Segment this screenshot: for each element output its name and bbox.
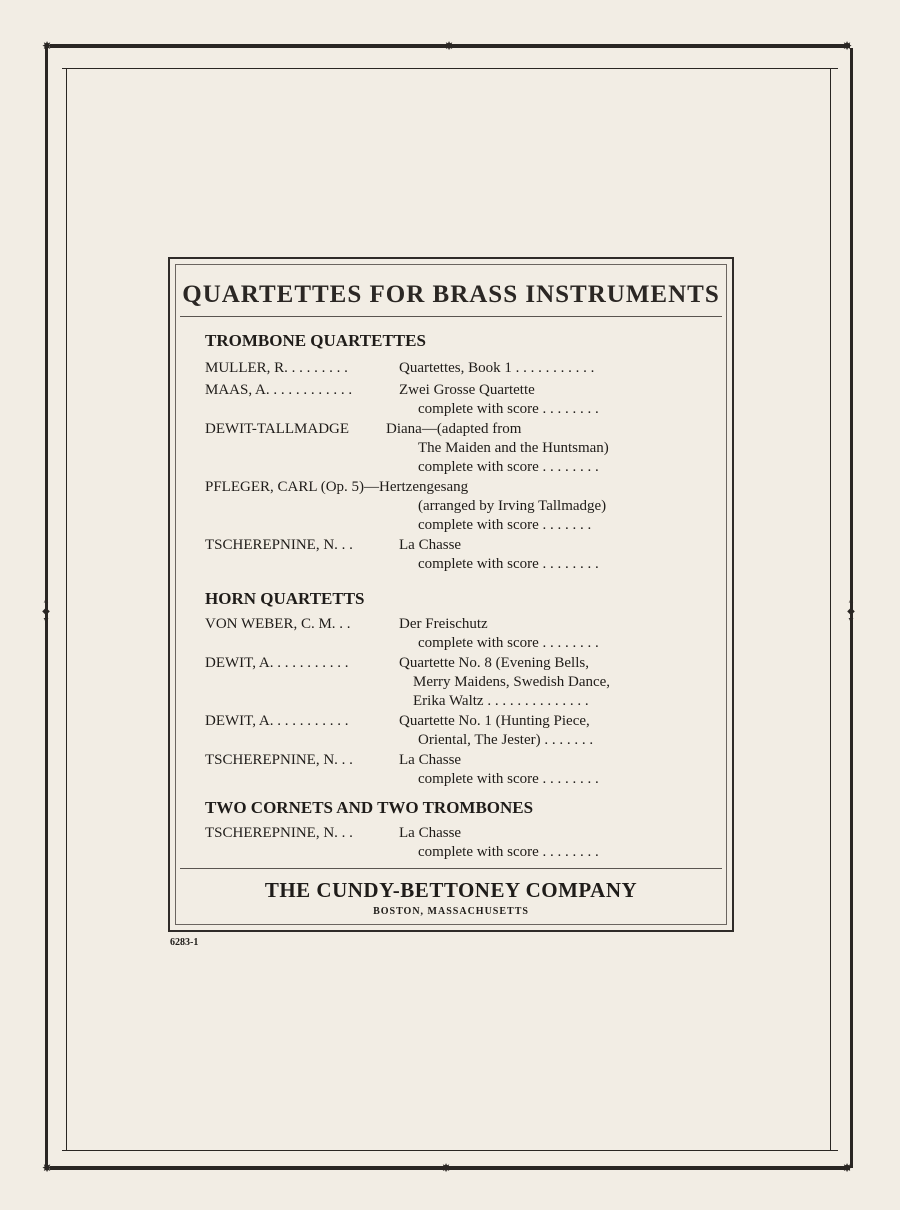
list-item-continuation	[418, 555, 599, 574]
work-detail: complete with score . . . . . . . .	[418, 401, 599, 417]
work: La Chasse	[399, 825, 462, 841]
composer: TSCHEREPNINE, N. . .	[205, 825, 353, 841]
list-item-continuation	[418, 400, 599, 419]
work: La Chasse	[399, 537, 462, 553]
work: Quartette No. 1 (Hunting Piece,	[399, 713, 590, 729]
composer: DEWIT, A. . . . . . . . . . .	[205, 655, 349, 671]
list-item-continuation	[418, 634, 599, 653]
list-item-continuation	[418, 497, 606, 516]
corner-ornament-icon: ✸	[842, 39, 853, 53]
list-item-continuation	[413, 692, 589, 711]
frame-bottom-inner	[62, 1150, 838, 1151]
left-side-ornament-icon: ^ ◆ v	[42, 597, 50, 626]
work-detail: The Maiden and the Huntsman)	[418, 440, 609, 456]
publisher-name: THE CUNDY-BETTONEY COMPANY	[264, 878, 638, 902]
title-rule	[180, 316, 722, 317]
list-item-continuation	[418, 731, 593, 750]
composer: PFLEGER, CARL (Op. 5)—Hertzengesang	[205, 479, 469, 495]
plate-number: 6283-1	[170, 937, 199, 948]
frame-right-inner	[830, 68, 831, 1151]
catalog-box	[168, 257, 734, 932]
list-item-continuation	[418, 458, 599, 477]
work-detail: Oriental, The Jester) . . . . . . .	[418, 732, 594, 748]
right-side-ornament-icon: ^ ◆ v	[847, 597, 855, 626]
footer-rule	[180, 868, 722, 869]
work: Zwei Grosse Quartette	[399, 382, 535, 398]
composer: MAAS, A. . . . . . . . . . . .	[205, 382, 353, 398]
work-detail: complete with score . . . . . . . .	[418, 771, 599, 787]
work-detail: Erika Waltz . . . . . . . . . . . . . .	[413, 693, 589, 709]
frame-top-inner	[62, 68, 838, 69]
corner-ornament-icon: ✸	[842, 1161, 853, 1175]
work-detail: complete with score . . . . . . . .	[418, 844, 599, 860]
list-item-continuation	[418, 770, 599, 789]
work: Der Freischutz	[399, 616, 488, 632]
publisher-city: BOSTON, MASSACHUSETTS	[373, 906, 529, 917]
work-detail: complete with score . . . . . . . .	[418, 556, 599, 572]
composer: TSCHEREPNINE, N. . .	[205, 752, 353, 768]
list-item-continuation	[413, 673, 610, 692]
work-detail: (arranged by Irving Tallmadge)	[418, 498, 607, 514]
work-detail: complete with score . . . . . . . .	[418, 459, 599, 475]
list-item-continuation	[418, 516, 591, 535]
work: Diana—(adapted from	[386, 421, 522, 437]
composer: VON WEBER, C. M. . .	[205, 616, 351, 632]
work-detail: Merry Maidens, Swedish Dance,	[413, 674, 611, 690]
catalog-title: QUARTETTES FOR BRASS INSTRUMENTS	[182, 281, 720, 308]
composer: DEWIT, A. . . . . . . . . . .	[205, 713, 349, 729]
work: Quartettes, Book 1 . . . . . . . . . . .	[399, 360, 595, 376]
work-detail: complete with score . . . . . . . .	[418, 635, 599, 651]
list-item-continuation	[418, 439, 609, 458]
section-heading-cornets: TWO CORNETS AND TWO TROMBONES	[205, 798, 534, 817]
frame-left-inner	[66, 68, 67, 1151]
work-detail: complete with score . . . . . . .	[418, 517, 592, 533]
corner-ornament-icon: ✸	[42, 39, 53, 53]
composer: TSCHEREPNINE, N. . .	[205, 537, 353, 553]
section-heading-trombone: TROMBONE QUARTETTES	[205, 331, 426, 350]
list-item-continuation	[418, 843, 599, 862]
bottom-center-ornament-icon: ✸	[441, 1161, 452, 1175]
corner-ornament-icon: ✸	[42, 1161, 53, 1175]
work: Quartette No. 8 (Evening Bells,	[399, 655, 589, 671]
work: La Chasse	[399, 752, 462, 768]
composer: MULLER, R. . . . . . . . .	[205, 360, 348, 376]
composer: DEWIT-TALLMADGE	[205, 421, 350, 437]
top-center-ornament-icon: ✸	[444, 39, 455, 53]
section-heading-horn: HORN QUARTETTS	[205, 589, 365, 608]
